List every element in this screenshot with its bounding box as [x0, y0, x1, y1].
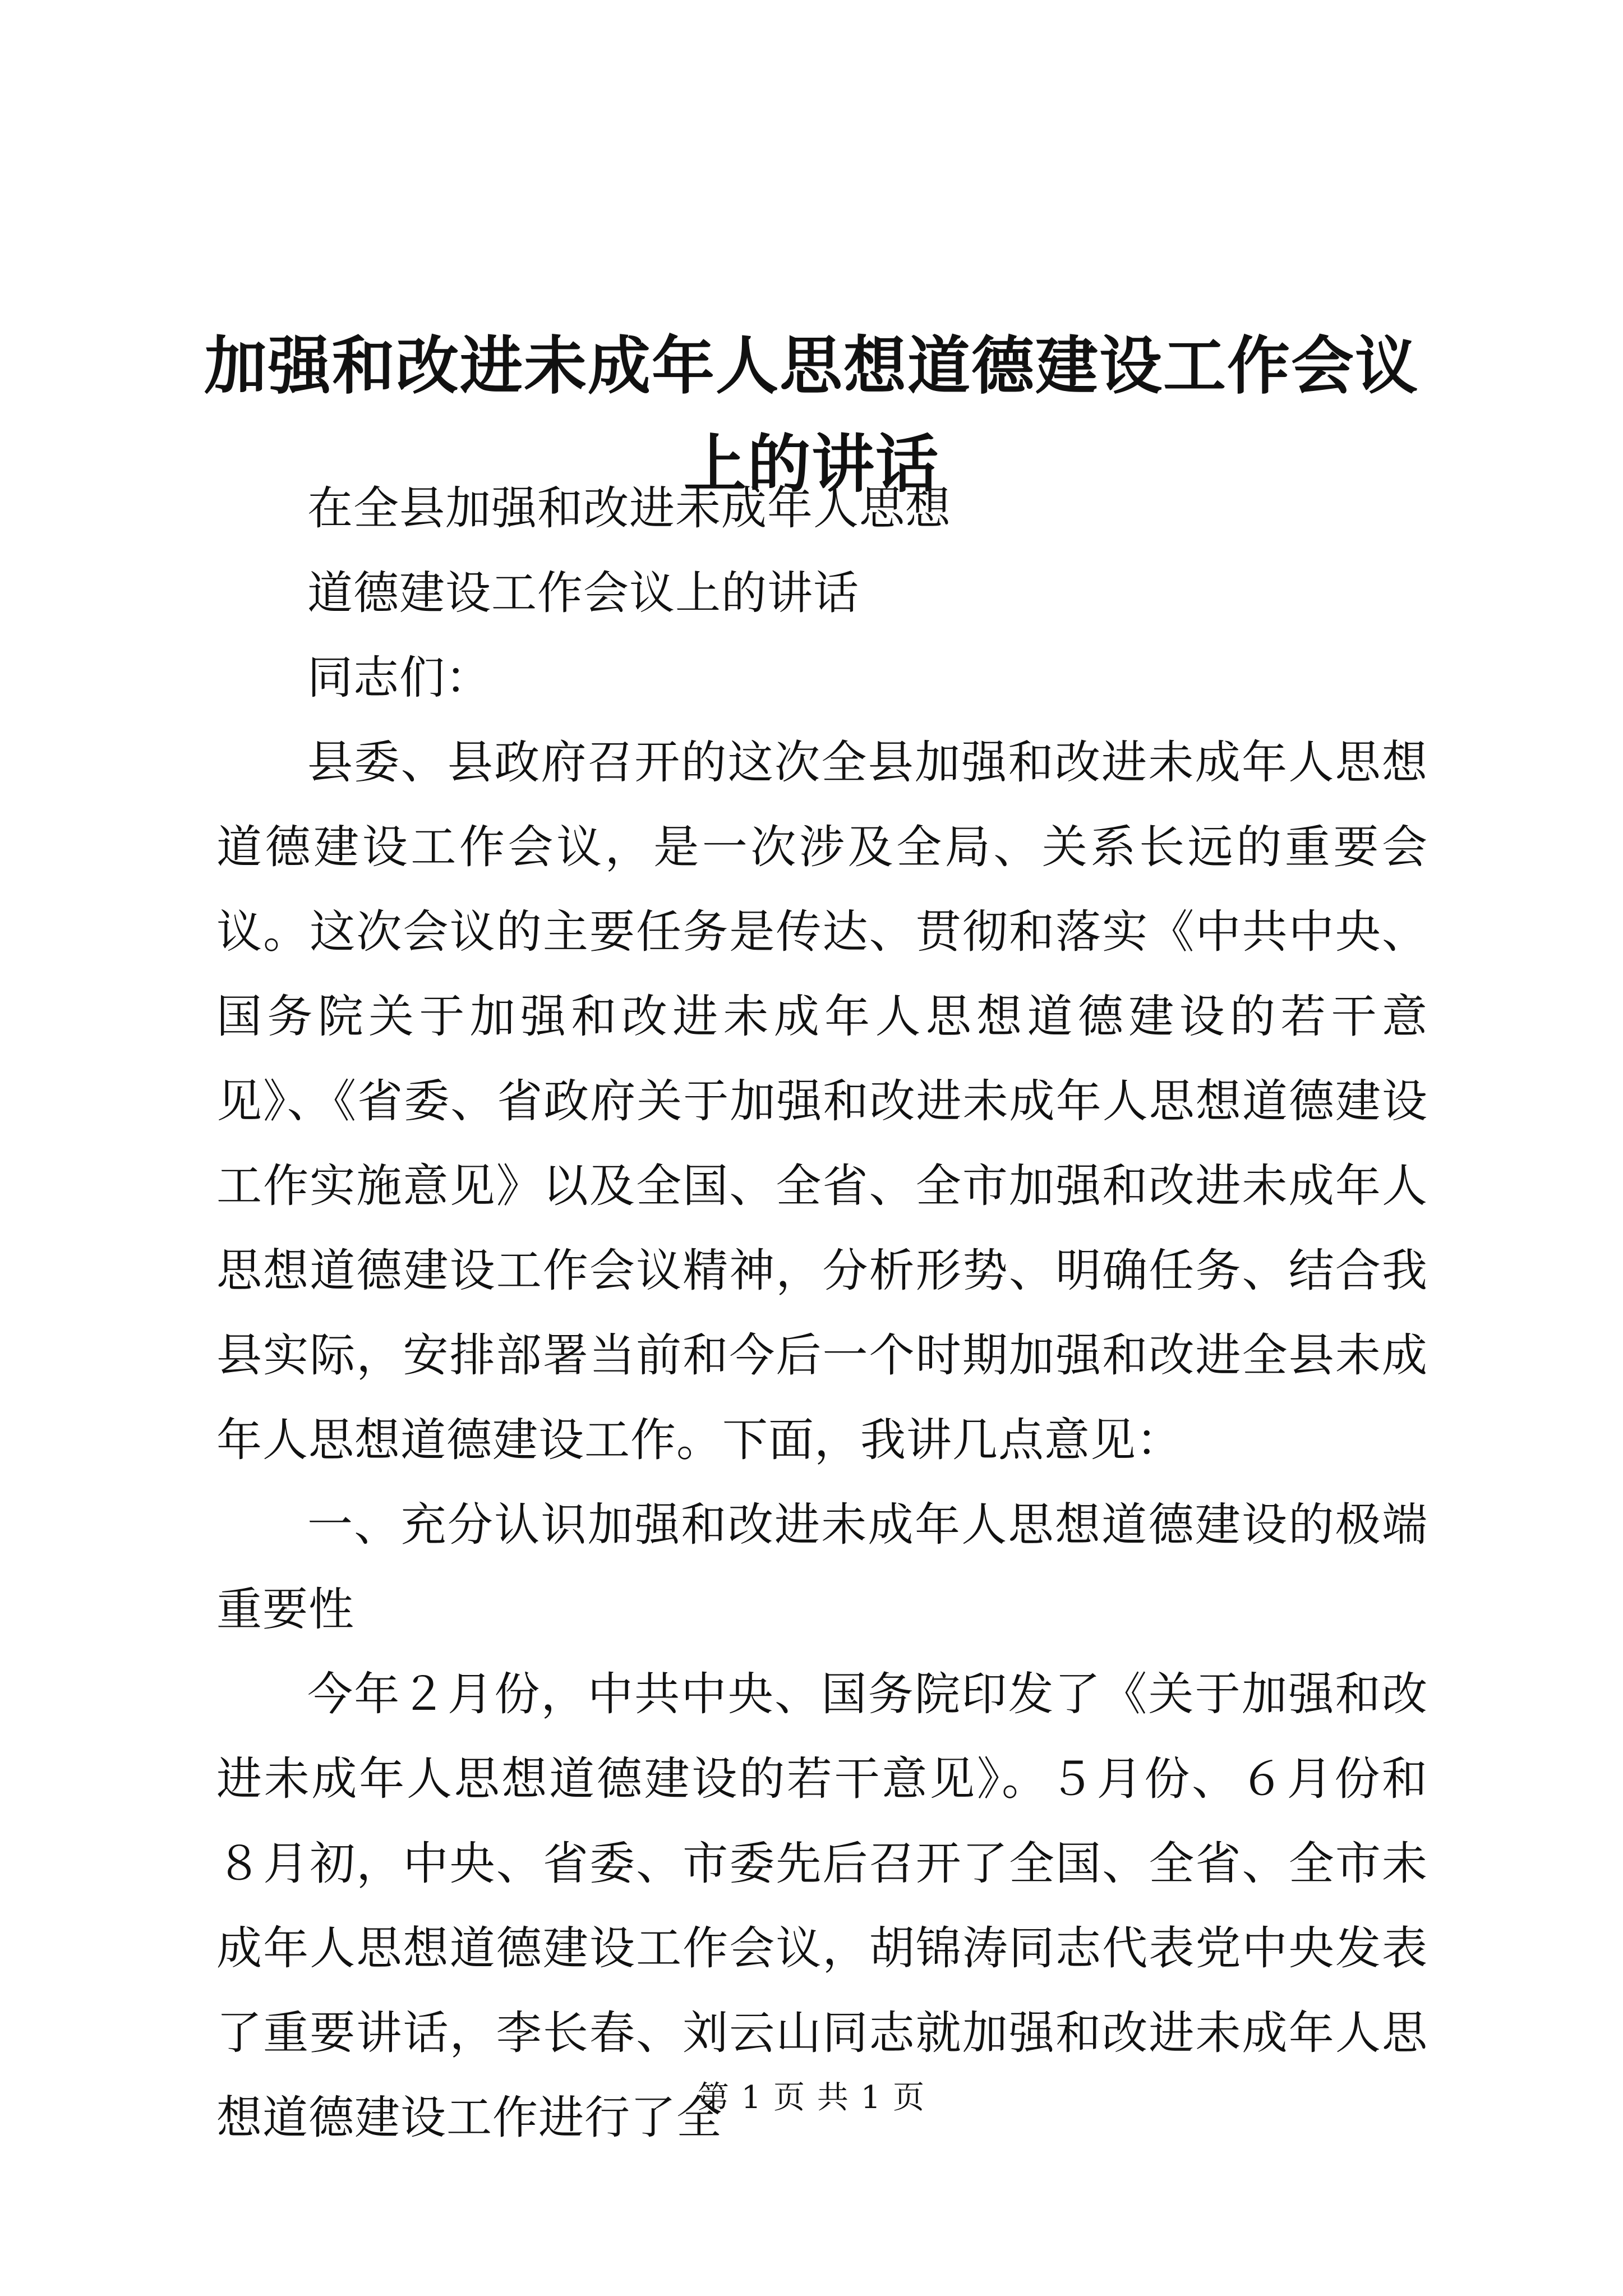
body-paragraph: 今年２月份，中共中央、国务院印发了《关于加强和改进未成年人思想道德建设的若干意见》。５月份、６月份和８月初，中央、省委、市委先后召开了全国、全省、全市未成年人思想道德建设工作会议，胡锦涛同志代表党中央发表了重要讲话，李长春、刘云山同志就加强和改进未成年人思想道德建设工作进行了全: [216, 1668, 1428, 2145]
document-title: 加强和改进未成年人思想道德建设工作会议上的讲话: [204, 329, 1419, 501]
salutation: 同志们：: [307, 652, 492, 705]
subtitle-line-2: 道德建设工作会议上的讲话: [307, 567, 860, 620]
subtitle-line-1: 在全县加强和改进未成年人思想: [307, 482, 952, 535]
document-body: [216, 467, 1428, 2161]
body-paragraph: 县委、县政府召开的这次全县加强和改进未成年人思想道德建设工作会议，是一次涉及全局、关系长远的重要会议。这次会议的主要任务是传达、贯彻和落实《中共中央、国务院关于加强和改进未成年人思想道德建设的若干意见》、《省委、省政府关于加强和改进未成年人思想道德建设工作实施意见》以及全国、全省、全市加强和改进未成年人思想道德建设工作会议精神，分析形势、明确任务、结合我县实际，安排部署当前和今后一个时期加强和改进全县未成年人思想道德建设工作。下面，我讲几点意见：: [216, 737, 1428, 1467]
page-footer: 第 1 页 共 1 页: [697, 2079, 926, 2116]
section-heading: 一、充分认识加强和改进未成年人思想道德建设的极端重要性: [216, 1499, 1428, 1636]
